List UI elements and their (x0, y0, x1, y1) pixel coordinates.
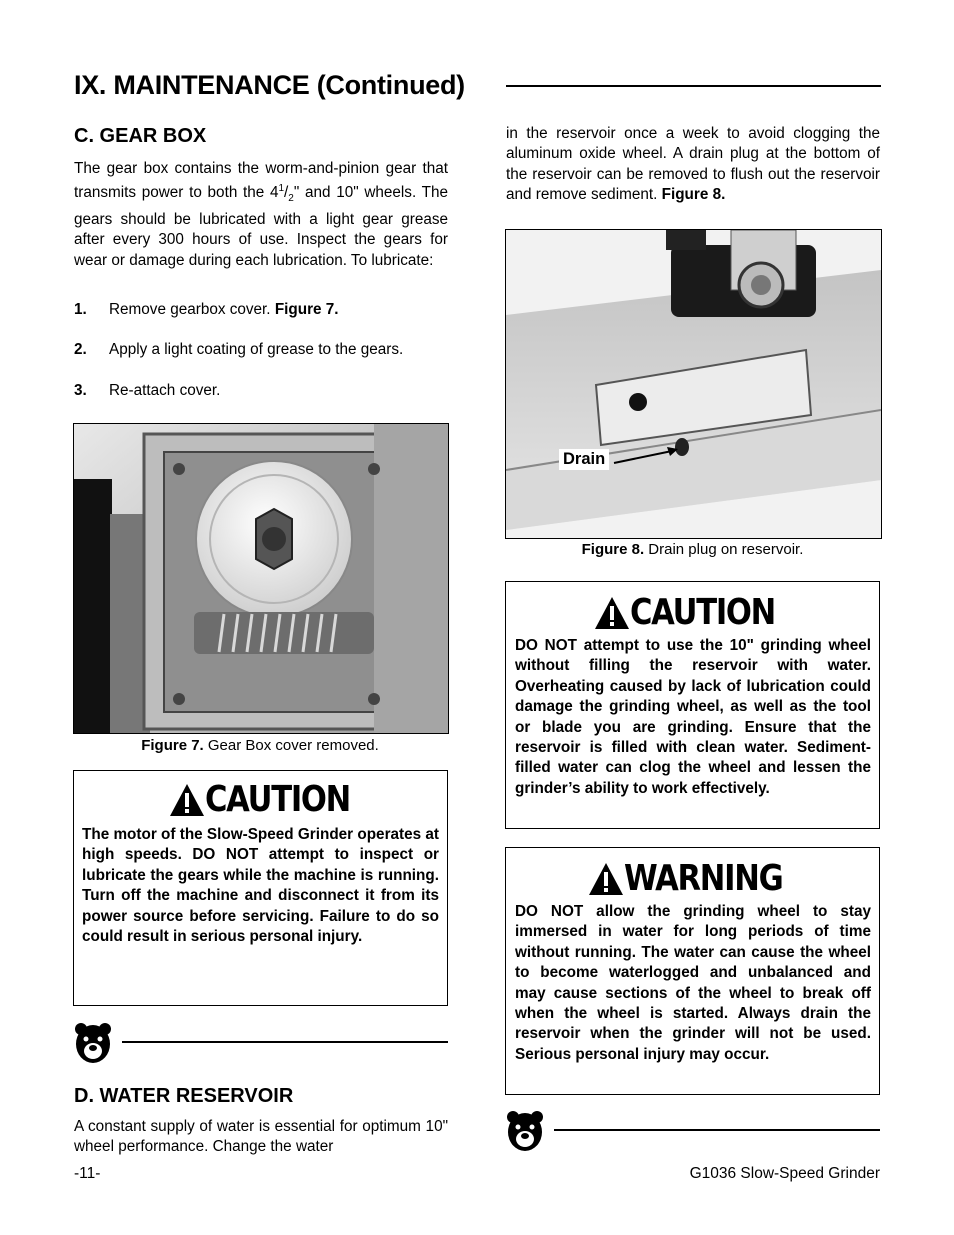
drain-pointer-arrow-icon (612, 443, 682, 467)
warning-box (505, 847, 880, 1095)
figure-7-caption: Figure 7. Gear Box cover removed. (141, 737, 379, 754)
reservoir-illustration (506, 230, 881, 538)
gear-box-heading: C. GEAR BOX (74, 125, 207, 147)
warning-signal: WARNING (588, 858, 810, 899)
bear-logo-icon (74, 1022, 112, 1064)
figure-8-reservoir-photo (505, 229, 882, 539)
bear-logo-icon (506, 1110, 544, 1152)
step-3: 3. Re-attach cover. (74, 382, 221, 399)
gear-box-illustration (74, 424, 448, 733)
warning-triangle-icon (169, 783, 205, 817)
figure-8-caption: Figure 8. Drain plug on reservoir. (581, 541, 804, 558)
water-reservoir-heading: D. WATER RESERVOIR (74, 1085, 294, 1107)
page-number: -11- (74, 1165, 101, 1182)
water-reservoir-paragraph-left: A constant supply of water is essential for optimum 10" wheel performance. Change the water (74, 1118, 448, 1156)
caution-box-motor (73, 770, 448, 1006)
page-title: IX. MAINTENANCE (Continued) (74, 70, 465, 100)
water-reservoir-paragraph-right: in the reservoir once a week to avoid clogging the aluminum oxide wheel. A drain plug at the bottom of the reservoir can be removed to flush out the reservoir and remove sediment. Figure 8. (506, 125, 880, 204)
figure-7-gear-box-photo (73, 423, 449, 734)
gear-box-paragraph: The gear box contains the worm-and-pinion gear that transmits power to both the $4^1/_2$" and 10" wheels. The gears should be lubricated with a light gear grease after every 300 hours of use. Inspect the gears for wear or damage during each lubrication. To lubricate: (74, 160, 448, 269)
caution-text-motor: The motor of the Slow-Speed Grinder operates at high speeds. DO NOT attempt to inspect or lubricate the gears while the machine is running. Turn off the machine and disconnect it from its power source before servicing. Failure to do so could result in serious personal injury. (82, 826, 439, 946)
section-rule-left (122, 1041, 448, 1043)
warning-text: DO NOT allow the grinding wheel to stay immersed in water for long periods of time without running. The water can cause the wheel to become waterlogged and unbalanced and may cause sections of the wheel to break off when the wheel is started. Always drain the reservoir when the grinder will not be used. Serious personal injury may occur. (515, 903, 871, 1063)
step-2: 2. Apply a light coating of grease to the gears. (74, 341, 404, 358)
drain-label: Drain (559, 449, 609, 470)
footer-model: G1036 Slow-Speed Grinder (689, 1165, 880, 1182)
caution-signal: CAUTION (169, 779, 376, 820)
caution-signal-2: CAUTION (594, 592, 801, 633)
warning-triangle-icon (588, 862, 624, 896)
title-rule (506, 85, 881, 87)
caution-box-reservoir (505, 581, 880, 829)
section-rule-right (554, 1129, 880, 1131)
step-1: 1. Remove gearbox cover. Figure 7. (74, 301, 339, 318)
warning-triangle-icon (594, 596, 630, 630)
caution-text-reservoir: DO NOT attempt to use the 10" grinding wheel without filling the reservoir with water. Overheating caused by lack of lubrication could damage the grinding wheel, as well as the tool or blade you are grinding. Ensure that the reservoir is filled with clean water. Sediment-filled water can clog the wheel and lessen the grinder’s ability to work effectively. (515, 637, 871, 797)
